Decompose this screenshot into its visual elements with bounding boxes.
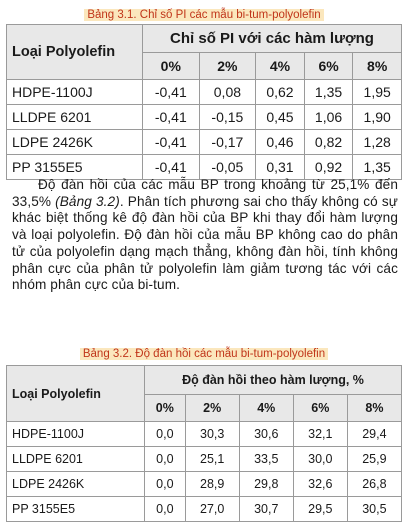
- table2-caption: [0, 345, 408, 362]
- table-cell: 28,9: [185, 472, 239, 497]
- table-row: [7, 472, 402, 497]
- table-cell: -0,41: [143, 130, 200, 155]
- table2-col-2: 2%: [185, 395, 239, 422]
- table-cell: 0,0: [145, 472, 186, 497]
- table-row: [7, 447, 402, 472]
- table-row: [7, 422, 402, 447]
- table-cell: -0,15: [199, 105, 256, 130]
- table-cell: -0,41: [143, 155, 200, 180]
- table-row: [7, 155, 402, 180]
- table1-col-8: 8%: [353, 53, 402, 80]
- table-cell: -0,17: [199, 130, 256, 155]
- table1-col-0: 0%: [143, 53, 200, 80]
- table-cell: 1,06: [304, 105, 353, 130]
- table-cell: 0,45: [256, 105, 305, 130]
- table2-row-header: Loại Polyolefin: [7, 366, 145, 422]
- table-cell: -0,41: [143, 105, 200, 130]
- elasticity-table: [6, 365, 402, 522]
- table-cell: 29,4: [347, 422, 401, 447]
- table-cell: 30,3: [185, 422, 239, 447]
- table-cell: 30,0: [293, 447, 347, 472]
- body-paragraph: [12, 177, 398, 294]
- table2-group-header: Độ đàn hồi theo hàm lượng, %: [145, 366, 402, 395]
- table-row: [7, 105, 402, 130]
- table-cell: 30,5: [347, 497, 401, 522]
- table1-row-header: Loại Polyolefin: [7, 25, 143, 80]
- pi-index-table: [6, 24, 402, 180]
- paragraph-text-2: . Phân tích phương sai cho thấy không có sự khác biệt thống kê độ đàn hồi của BP khi thay đổi hàm lượng và loại polyolefin. Độ đàn hồi của mẫu BP không cao do phân tử của polyolefin dạng mạch thẳng, không đàn hồi, tính không phân cực của phân tử polyolefin làm giảm tương tác với các nhóm phân cực của bi-tum.: [12, 193, 398, 293]
- table2-caption-text: Bảng 3.2. Độ đàn hồi các mẫu bi-tum-polyolefin: [80, 348, 328, 360]
- table-cell: 27,0: [185, 497, 239, 522]
- table1-col-2: 2%: [199, 53, 256, 80]
- table-cell: 0,82: [304, 130, 353, 155]
- table1-col-6: 6%: [304, 53, 353, 80]
- table-cell: 25,9: [347, 447, 401, 472]
- table1-caption: [0, 6, 408, 23]
- row-name: LLDPE 6201: [7, 105, 143, 130]
- row-name: LDPE 2426K: [7, 130, 143, 155]
- table1-caption-text: Bảng 3.1. Chỉ số PI các mẫu bi-tum-polyolefin: [84, 9, 323, 21]
- row-name: PP 3155E5: [7, 497, 145, 522]
- table-cell: 0,08: [199, 80, 256, 105]
- table-cell: 0,62: [256, 80, 305, 105]
- table-cell: 0,46: [256, 130, 305, 155]
- table-cell: 1,35: [304, 80, 353, 105]
- table-cell: 29,8: [239, 472, 293, 497]
- table-cell: 0,0: [145, 422, 186, 447]
- table-row: [7, 497, 402, 522]
- table-cell: -0,05: [199, 155, 256, 180]
- table-cell: 0,0: [145, 497, 186, 522]
- table2-col-0: 0%: [145, 395, 186, 422]
- table-cell: 25,1: [185, 447, 239, 472]
- table-cell: 0,0: [145, 447, 186, 472]
- table-row: [7, 130, 402, 155]
- table-cell: 1,95: [353, 80, 402, 105]
- row-name: HDPE-1100J: [7, 422, 145, 447]
- table-cell: 0,92: [304, 155, 353, 180]
- table-cell: -0,41: [143, 80, 200, 105]
- table-cell: 1,90: [353, 105, 402, 130]
- table-cell: 33,5: [239, 447, 293, 472]
- table-cell: 30,7: [239, 497, 293, 522]
- row-name: LLDPE 6201: [7, 447, 145, 472]
- row-name: LDPE 2426K: [7, 472, 145, 497]
- table1-col-4: 4%: [256, 53, 305, 80]
- table-cell: 32,6: [293, 472, 347, 497]
- table-cell: 32,1: [293, 422, 347, 447]
- table1-group-header: Chỉ số PI với các hàm lượng: [143, 25, 402, 53]
- table-reference: (Bảng 3.2): [55, 193, 120, 209]
- table2-col-8: 8%: [347, 395, 401, 422]
- paragraph-text-1: Độ đàn hồi của các mẫu BP trong khoảng từ 25,1% đến 33,5%: [12, 177, 398, 209]
- row-name: PP 3155E5: [7, 155, 143, 180]
- row-name: HDPE-1100J: [7, 80, 143, 105]
- table2-col-4: 4%: [239, 395, 293, 422]
- table-cell: 1,35: [353, 155, 402, 180]
- table-row: [7, 80, 402, 105]
- table-cell: 0,31: [256, 155, 305, 180]
- table-cell: 30,6: [239, 422, 293, 447]
- table-cell: 1,28: [353, 130, 402, 155]
- table2-col-6: 6%: [293, 395, 347, 422]
- table-cell: 29,5: [293, 497, 347, 522]
- table-cell: 26,8: [347, 472, 401, 497]
